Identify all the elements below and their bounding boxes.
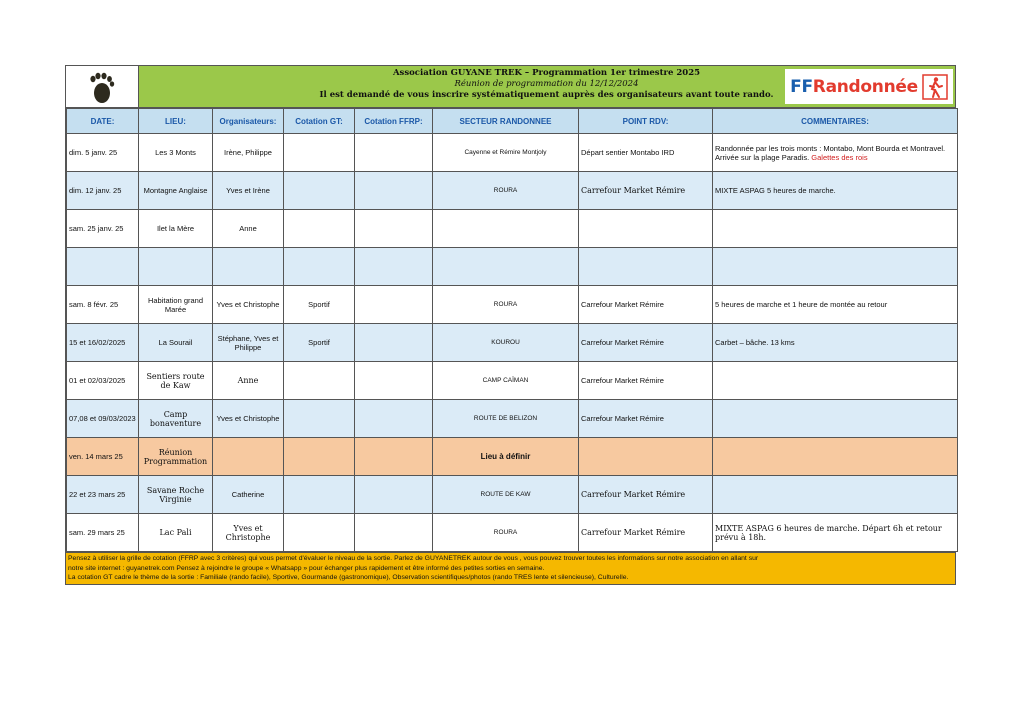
cell-date: sam. 8 févr. 25	[67, 286, 139, 324]
cell-cotation-ffrp	[355, 438, 433, 476]
comment-text: Randonnée par les trois monts : Montabo, Mont Bourda et Montravel. Arrivée sur la plage Paradis.	[715, 143, 946, 162]
cell-commentaires	[713, 476, 958, 514]
cell-commentaires: Carbet – bâche. 13 kms	[713, 324, 958, 362]
cell-organisateurs	[213, 438, 284, 476]
cell-commentaires	[713, 134, 958, 172]
cell-organisateurs: Irène, Philippe	[213, 134, 284, 172]
cell-organisateurs: Yves et Irène	[213, 172, 284, 210]
col-header-date: DATE:	[67, 109, 139, 134]
table-row	[67, 362, 958, 400]
cell-date: 22 et 23 mars 25	[67, 476, 139, 514]
ffr-wordmark-randonnee: Randonnée	[812, 76, 918, 97]
table-row	[67, 438, 958, 476]
cell-date: sam. 29 mars 25	[67, 514, 139, 552]
cell-cotation-ffrp	[355, 476, 433, 514]
col-header-commentaires: COMMENTAIRES:	[713, 109, 958, 134]
cell-cotation-ffrp	[355, 210, 433, 248]
cell-secteur	[433, 248, 579, 286]
ffr-wordmark	[790, 77, 918, 97]
cell-cotation-ffrp	[355, 324, 433, 362]
cell-secteur: KOUROU	[433, 324, 579, 362]
cell-lieu: La Sourail	[139, 324, 213, 362]
col-header-cotation-gt: Cotation GT:	[284, 109, 355, 134]
cell-commentaires	[713, 362, 958, 400]
cell-secteur: ROURA	[433, 172, 579, 210]
col-header-secteur: SECTEUR RANDONNEE	[433, 109, 579, 134]
cell-cotation-ffrp	[355, 362, 433, 400]
cell-point-rdv: Carrefour Market Rémire	[579, 514, 713, 552]
cell-lieu: Les 3 Monts	[139, 134, 213, 172]
footprint-icon	[66, 66, 138, 107]
cell-date	[67, 248, 139, 286]
table-row	[67, 172, 958, 210]
col-header-organisateurs: Organisateurs:	[213, 109, 284, 134]
cell-lieu: Réunion Programmation	[139, 438, 213, 476]
cell-organisateurs: Yves et Christophe	[213, 286, 284, 324]
page-title: Association GUYANE TREK – Programmation 1er trimestre 2025	[392, 68, 701, 78]
cell-cotation-gt	[284, 172, 355, 210]
cell-cotation-ffrp	[355, 172, 433, 210]
cell-point-rdv: Carrefour Market Rémire	[579, 286, 713, 324]
cell-commentaires	[713, 400, 958, 438]
cell-commentaires: MIXTE ASPAG 6 heures de marche. Départ 6h et retour prévu à 18h.	[713, 514, 958, 552]
table-row	[67, 248, 958, 286]
cell-cotation-gt	[284, 514, 355, 552]
cell-organisateurs: Yves et Christophe	[213, 514, 284, 552]
cell-date: ven. 14 mars 25	[67, 438, 139, 476]
cell-cotation-gt	[284, 438, 355, 476]
cell-organisateurs: Catherine	[213, 476, 284, 514]
cell-secteur: Cayenne et Rémire Montjoly	[433, 134, 579, 172]
cell-organisateurs: Yves et Christophe	[213, 400, 284, 438]
guyane-trek-logo	[66, 66, 139, 107]
cell-secteur: ROUTE DE KAW	[433, 476, 579, 514]
table-header-row	[67, 109, 958, 134]
table-row	[67, 324, 958, 362]
cell-point-rdv: Carrefour Market Rémire	[579, 400, 713, 438]
cell-commentaires: 5 heures de marche et 1 heure de montée au retour	[713, 286, 958, 324]
col-header-point-rdv: POINT RDV:	[579, 109, 713, 134]
cell-commentaires: MIXTE ASPAG 5 heures de marche.	[713, 172, 958, 210]
cell-secteur: ROURA	[433, 514, 579, 552]
page-subtitle: Réunion de programmation du 12/12/2024	[454, 79, 639, 89]
cell-cotation-gt	[284, 400, 355, 438]
cell-commentaires	[713, 210, 958, 248]
cell-date: sam. 25 janv. 25	[67, 210, 139, 248]
header-banner	[66, 66, 955, 108]
cell-secteur: CAMP CAÏMAN	[433, 362, 579, 400]
col-header-lieu: LIEU:	[139, 109, 213, 134]
cell-secteur: Lieu à définir	[433, 438, 579, 476]
programme-sheet	[65, 65, 956, 585]
cell-date: 01 et 02/03/2025	[67, 362, 139, 400]
hiker-icon	[922, 74, 948, 100]
registration-notice: Il est demandé de vous inscrire systématiquement auprès des organisateurs avant toute rando.	[319, 90, 774, 100]
ffr-wordmark-ff: FF	[790, 76, 813, 97]
cell-point-rdv: Carrefour Market Rémire	[579, 476, 713, 514]
cell-cotation-ffrp	[355, 134, 433, 172]
ffrandonnee-logo	[785, 69, 953, 104]
cell-organisateurs: Stéphane, Yves et Philippe	[213, 324, 284, 362]
cell-commentaires	[713, 248, 958, 286]
cell-date: dim. 12 janv. 25	[67, 172, 139, 210]
cell-organisateurs: Anne	[213, 210, 284, 248]
cell-commentaires	[713, 438, 958, 476]
cell-point-rdv	[579, 438, 713, 476]
table-row	[67, 286, 958, 324]
footer-line-1: Pensez à utiliser la grille de cotation (FFRP avec 3 critères) qui vous permet d'évaluer le niveau de la sortie. Parlez de GUYANETREK autour de vous , vous pouvez trouver toutes les informations sur notre association en allant sur	[68, 555, 759, 562]
cell-cotation-gt: Sportif	[284, 286, 355, 324]
hike-schedule-table	[66, 108, 958, 552]
cell-date: 15 et 16/02/2025	[67, 324, 139, 362]
cell-lieu: Savane Roche Virginie	[139, 476, 213, 514]
table-row	[67, 210, 958, 248]
cell-lieu: Lac Pali	[139, 514, 213, 552]
cell-cotation-gt: Sportif	[284, 324, 355, 362]
cell-cotation-gt	[284, 476, 355, 514]
cell-cotation-gt	[284, 362, 355, 400]
table-row	[67, 476, 958, 514]
cell-point-rdv: Carrefour Market Rémire	[579, 172, 713, 210]
cell-lieu: Montagne Anglaise	[139, 172, 213, 210]
footer-notes	[66, 552, 955, 584]
cell-point-rdv	[579, 248, 713, 286]
cell-lieu: Camp bonaventure	[139, 400, 213, 438]
cell-date: dim. 5 janv. 25	[67, 134, 139, 172]
cell-secteur	[433, 210, 579, 248]
cell-lieu: Ilet la Mère	[139, 210, 213, 248]
cell-cotation-gt	[284, 248, 355, 286]
cell-cotation-gt	[284, 134, 355, 172]
cell-point-rdv: Carrefour Market Rémire	[579, 324, 713, 362]
cell-lieu: Habitation grand Marée	[139, 286, 213, 324]
footer-line-2: notre site internet : guyanetrek.com Pensez à rejoindre le groupe « Whatsapp » pour échanger plus rapidement et être informé des petites sorties en semaine.	[68, 564, 545, 572]
col-header-cotation-ffrp: Cotation FFRP:	[355, 109, 433, 134]
footer-line-3: La cotation GT cadre le thème de la sortie : Familiale (rando facile), Sportive, Gourmande (gastronomique), Observation scientifiques/photos (rando TRES lente et silencieuse), Culturelle.	[68, 574, 629, 581]
table-row	[67, 514, 958, 552]
cell-lieu	[139, 248, 213, 286]
cell-organisateurs	[213, 248, 284, 286]
cell-lieu: Sentiers route de Kaw	[139, 362, 213, 400]
cell-point-rdv: Carrefour Market Rémire	[579, 362, 713, 400]
cell-cotation-ffrp	[355, 514, 433, 552]
cell-secteur: ROURA	[433, 286, 579, 324]
cell-secteur: ROUTE DE BELIZON	[433, 400, 579, 438]
cell-cotation-gt	[284, 210, 355, 248]
table-row	[67, 400, 958, 438]
table-row	[67, 134, 958, 172]
cell-cotation-ffrp	[355, 248, 433, 286]
cell-date: 07,08 et 09/03/2023	[67, 400, 139, 438]
cell-cotation-ffrp	[355, 286, 433, 324]
cell-organisateurs: Anne	[213, 362, 284, 400]
cell-cotation-ffrp	[355, 400, 433, 438]
cell-point-rdv	[579, 210, 713, 248]
cell-point-rdv: Départ sentier Montabo IRD	[579, 134, 713, 172]
comment-highlight: Galettes des rois	[809, 152, 868, 162]
